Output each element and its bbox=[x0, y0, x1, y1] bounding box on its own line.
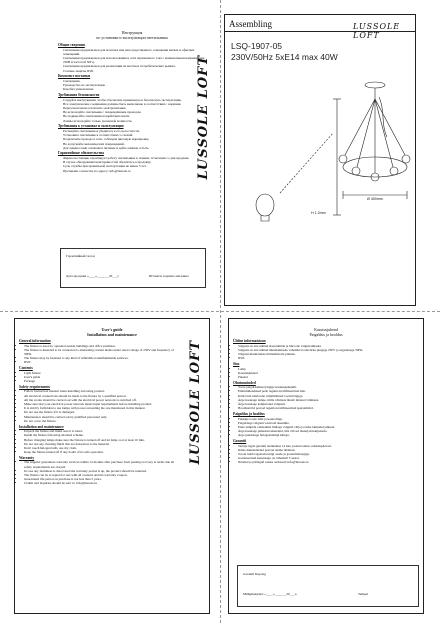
ru-list-item: • В случае обнаружения неисправностей обратитесь к продавцу. bbox=[63, 160, 206, 164]
en-section-list bbox=[19, 344, 179, 365]
brand-logo: LUSSOLE LOFT bbox=[353, 22, 401, 40]
ru-section-heading: Требования безопасности bbox=[58, 93, 100, 98]
fold-line-vertical bbox=[220, 0, 221, 623]
assembly-diagram bbox=[225, 15, 416, 306]
et-list-item: • Pakkige toode lahti ja kontrollige. bbox=[238, 417, 419, 421]
en-list-item: • Don't touch halogen bulb, use dry cloth. bbox=[24, 446, 179, 450]
logo-vertical-ru: LUSSOLE LOFT bbox=[196, 55, 211, 180]
et-list-item: • Valgusti kinnitatakse mittesüttivale pinnale. bbox=[238, 352, 419, 356]
en-list-item: • Install the fixture following attached scheme. bbox=[24, 433, 179, 437]
et-warranty-coupon bbox=[237, 565, 419, 607]
ru-list-item: • Фирма-поставщик гарантирует работу светильника в течение 12 месяцев со дня продажи. bbox=[63, 156, 206, 160]
et-subtitle: Paigaldus ja hooldus bbox=[309, 332, 343, 337]
et-sections bbox=[233, 339, 419, 465]
et-title: Kasutusjuhend bbox=[314, 327, 338, 332]
et-section-list bbox=[233, 444, 419, 465]
en-list-item: • Light fixture bbox=[24, 371, 179, 375]
et-list-item: • Kõik tööd tuleb teha väljalülitatud vooluvõrguga. bbox=[238, 394, 419, 398]
en-list-item: • It is strictly forbidden to use lamps with power exceeding the one mentioned in this manual. bbox=[24, 406, 179, 410]
ru-section-heading: Гарантийные обязательства bbox=[58, 151, 104, 156]
et-section-heading: Garantii bbox=[233, 439, 247, 444]
et-section-list bbox=[233, 367, 419, 380]
en-title: User's guide bbox=[101, 327, 123, 332]
et-list-item: • Ärge kasutage puhastusvahendeid, mis võivad materjali kahjustada. bbox=[238, 429, 419, 433]
page-russian-instructions bbox=[58, 20, 206, 288]
ru-section-heading: Требования к установке и эксплуатации bbox=[58, 124, 124, 129]
et-list-item: • Valgusti on ette nähtud siseruumide ja büroode valgustamiseks. bbox=[238, 344, 419, 348]
et-section-list bbox=[233, 417, 419, 438]
ru-shop-stamp: Штамп и подпись магазина bbox=[149, 274, 189, 278]
et-section-heading: Paigaldus ja hooldus bbox=[233, 411, 265, 416]
en-list-item: • Unpack the fixture and make sure it is intact. bbox=[24, 429, 179, 433]
product-sku: LSQ-1907-05 bbox=[231, 41, 283, 51]
page-assembling bbox=[224, 14, 416, 306]
ru-section-list bbox=[58, 129, 206, 150]
ru-list-item: • Не используйте светильник с повреждённым проводом. bbox=[63, 110, 206, 114]
ru-section-heading: Комплект поставки bbox=[58, 74, 91, 79]
en-section-heading: Safety requirements bbox=[19, 384, 50, 389]
et-list-item: • Kõik ohutusnõuded peavad olema täidetud. bbox=[238, 448, 419, 452]
en-section-heading: Warranty bbox=[19, 455, 35, 460]
ru-list-item: • Подключите провода к сети, соблюдая цветовую маркировку. bbox=[63, 137, 206, 141]
ru-list-item: • Все электрические соединения должны быть выполнены в соответствии с нормами. bbox=[63, 102, 206, 106]
en-list-item: • User's guide bbox=[24, 375, 179, 379]
en-list-item: • Do not use the fixture if it is damaged. bbox=[24, 410, 179, 414]
ru-sections bbox=[58, 43, 206, 173]
product-spec: 230V/50Hz 5xE14 max 40W bbox=[231, 52, 338, 62]
ru-list-item: • Срок службы при правильной эксплуатации не менее 5 лет. bbox=[63, 164, 206, 168]
en-list-item: • Before changing lamps make sure the fixture is turned off and let lamp cool at least 10 min. bbox=[24, 438, 179, 442]
et-section-list bbox=[233, 344, 419, 361]
et-list-item: • Ärge puudutage halogeenlampi kätega. bbox=[238, 433, 419, 437]
ru-list-item: • Установите светильник в соответствии со схемой. bbox=[63, 133, 206, 137]
en-list-item: • Keep the fixture turned off if any doubt of its safe operation. bbox=[24, 450, 179, 454]
et-list-item: • Kasutusjuhend bbox=[238, 371, 419, 375]
bulb-icon bbox=[256, 194, 274, 216]
logo-vertical-en: LUSSOLE LOFT bbox=[188, 340, 203, 465]
ru-list-item: • Коробка упаковочная. bbox=[63, 87, 206, 91]
assembling-heading: Assembling bbox=[229, 19, 273, 29]
et-list-item: • IP20. bbox=[238, 356, 419, 360]
ru-list-item: • Светильник предназначен для реализации на местных потребительских рынках. bbox=[63, 64, 206, 68]
ru-list-item: • Светильник предназначен для монтажа или непосредственного освещения жилых и офисных помещений. bbox=[63, 48, 206, 56]
ru-list-item: • Не допускайте механических повреждений. bbox=[63, 142, 206, 146]
en-list-item: • All electrical connections should be made to the fixture by a qualified person. bbox=[24, 394, 179, 398]
et-list-item: • Hooldustööd peavad tegema kvalifitseeritud spetsialistid. bbox=[238, 406, 419, 410]
en-section-list bbox=[19, 460, 179, 485]
et-list-item: • Toote paigaldamisel järgige kasutusjuhendit. bbox=[238, 385, 419, 389]
en-list-item: • Claims and inquiries should be sent to: info@lussole.ru bbox=[24, 481, 179, 485]
ru-section-list bbox=[58, 79, 206, 92]
ru-coupon-title: Гарантийный талон bbox=[66, 254, 95, 258]
en-section-heading: Installation and maintenance bbox=[19, 424, 64, 429]
et-list-item: • Enne lampide vahetamist lülitage valgusti välja ja laske lampidel jahtuda. bbox=[238, 425, 419, 429]
et-purchase-date: Müügikuupäev «____»_______20___a. bbox=[243, 592, 298, 596]
en-list-item: • In case any faultiness is discovered the warranty period is up, the product should be returned. bbox=[24, 469, 179, 473]
en-list-item: • IP20. bbox=[24, 360, 179, 364]
et-list-item: • Toode tuleb tagastada kõigi osade ja garantiitalongiga. bbox=[238, 452, 419, 456]
en-subtitle: Installation and maintenance bbox=[87, 332, 137, 337]
ru-list-item: • Светильник. bbox=[63, 79, 206, 83]
et-list-item: • Valgusti on ette nähtud ühendamiseks vahelduvvooluvõrku pingega 230V ja sagedusega 50Hz. bbox=[238, 348, 419, 352]
en-list-item: • Do not use any cleaning fluids that are hazardous to the material. bbox=[24, 442, 179, 446]
ru-list-item: • Руководство по эксплуатации. bbox=[63, 83, 206, 87]
ru-section-list bbox=[58, 98, 206, 123]
en-section-list bbox=[19, 429, 179, 454]
en-list-item: • Follow instruction manual when installing and using product. bbox=[24, 389, 179, 393]
ru-list-item: • Перед монтажом отключите электропитание. bbox=[63, 106, 206, 110]
et-list-item: • Lamp bbox=[238, 367, 419, 371]
et-section-heading: Ohutusnõuded bbox=[233, 380, 256, 385]
en-section-heading: Contents bbox=[19, 366, 33, 371]
ru-list-item: • Не подвергайте светильник воздействию влаги. bbox=[63, 114, 206, 118]
et-stamp: Tempel bbox=[358, 592, 369, 596]
et-list-item: • Paigaldage valgusti vastavalt skeemile. bbox=[238, 421, 419, 425]
en-section-list bbox=[19, 389, 179, 423]
dimension-height: H 1.2mm bbox=[311, 211, 326, 215]
et-list-item: • Nõuded ja päringud saatke aadressil: info@lussole.ru bbox=[238, 460, 419, 464]
en-list-item: • The fixture is used for operation inside buildings and office premises. bbox=[24, 344, 179, 348]
en-list-item: • Package bbox=[24, 379, 179, 383]
et-list-item: • Ärge kasutage lampe, mille võimsus ületab lubatud võimsust. bbox=[238, 398, 419, 402]
ru-sale-date: Дата продажи «____»_______20___г. bbox=[66, 274, 120, 278]
ru-list-item: • Степень защиты IP20. bbox=[63, 69, 206, 73]
en-list-item: • Do not cover the fixture. bbox=[24, 419, 179, 423]
et-section-heading: Üldine informatsioon bbox=[233, 339, 266, 343]
ru-list-item: • Следуйте инструкциям, чтобы обеспечить правильную и безопасную эксплуатацию. bbox=[63, 98, 206, 102]
ru-section-list bbox=[58, 48, 206, 73]
en-list-item: • Guaranteed life period on purchase is not less than 5 years. bbox=[24, 477, 179, 481]
en-section-heading: General information bbox=[19, 339, 51, 343]
ru-title: Инструкция bbox=[121, 30, 143, 35]
dimension-diameter: Ø 400mm bbox=[367, 197, 383, 201]
ru-section-list bbox=[58, 156, 206, 173]
ru-warranty-coupon bbox=[60, 248, 206, 288]
et-list-item: • Ärge kasutage kahjustatud valgustit. bbox=[238, 402, 419, 406]
ru-subtitle: по установке и эксплуатации светильника bbox=[96, 35, 168, 40]
ru-list-item: • Светильник предназначен для использования в сети переменного тока с номинальным напряжением 230В и частотой 50Гц. bbox=[63, 56, 206, 64]
et-coupon-title: Garantii Kupong bbox=[243, 572, 266, 576]
et-section-list bbox=[233, 385, 419, 410]
en-list-item: • The fixture is intended to be connected to alternating current mains under rated voltage of 230V and frequency of 50Hz. bbox=[24, 348, 179, 356]
en-list-item: • Make sure that your electrical power network meets input requirements before installing product. bbox=[24, 402, 179, 406]
et-section-heading: Sisu bbox=[233, 361, 240, 366]
en-section-list bbox=[19, 371, 179, 384]
et-list-item: • Garanteeritud kasutusiga on vähemalt 5 aastat. bbox=[238, 456, 419, 460]
en-list-item: • All the works should be carried out with the electrical power network is switched off. bbox=[24, 398, 179, 402]
page-english-guide bbox=[14, 318, 210, 614]
en-list-item: • The supplier guarantees warranty services within 12 months after purchase from passing recovery at terms due all safety requirements are obeyed. bbox=[24, 460, 179, 468]
ru-list-item: • Распакуйте светильник и убедитесь в его целостности. bbox=[63, 129, 206, 133]
en-list-item: • The fixture may be fastened to any kind of inflexible noninflammable surfaces. bbox=[24, 356, 179, 360]
ru-list-item: • Лампы используйте только указанной мощности. bbox=[63, 119, 206, 123]
en-sections bbox=[19, 339, 179, 486]
en-list-item: • Maintenance should be carried out by qualified personnel only. bbox=[24, 415, 179, 419]
ru-section-heading: Общие сведения bbox=[58, 43, 85, 47]
page-estonian-guide bbox=[228, 318, 424, 614]
et-list-item: • Elektriühendused peab tegema kvalifitseeritud isik. bbox=[238, 389, 419, 393]
et-list-item: • Tarnija tagab garantii teeninduse 12 kuu jooksul alates ostukuupäevast. bbox=[238, 444, 419, 448]
et-list-item: • Pakend bbox=[238, 375, 419, 379]
en-list-item: • The fixture can be accepted for test with all contents and the warranty coupon. bbox=[24, 473, 179, 477]
ru-list-item: • Претензии о качестве по адресу: info@lussole.ru bbox=[63, 169, 206, 173]
ru-list-item: • Для замены ламп отключите питание и дайте лампам остыть. bbox=[63, 146, 206, 150]
